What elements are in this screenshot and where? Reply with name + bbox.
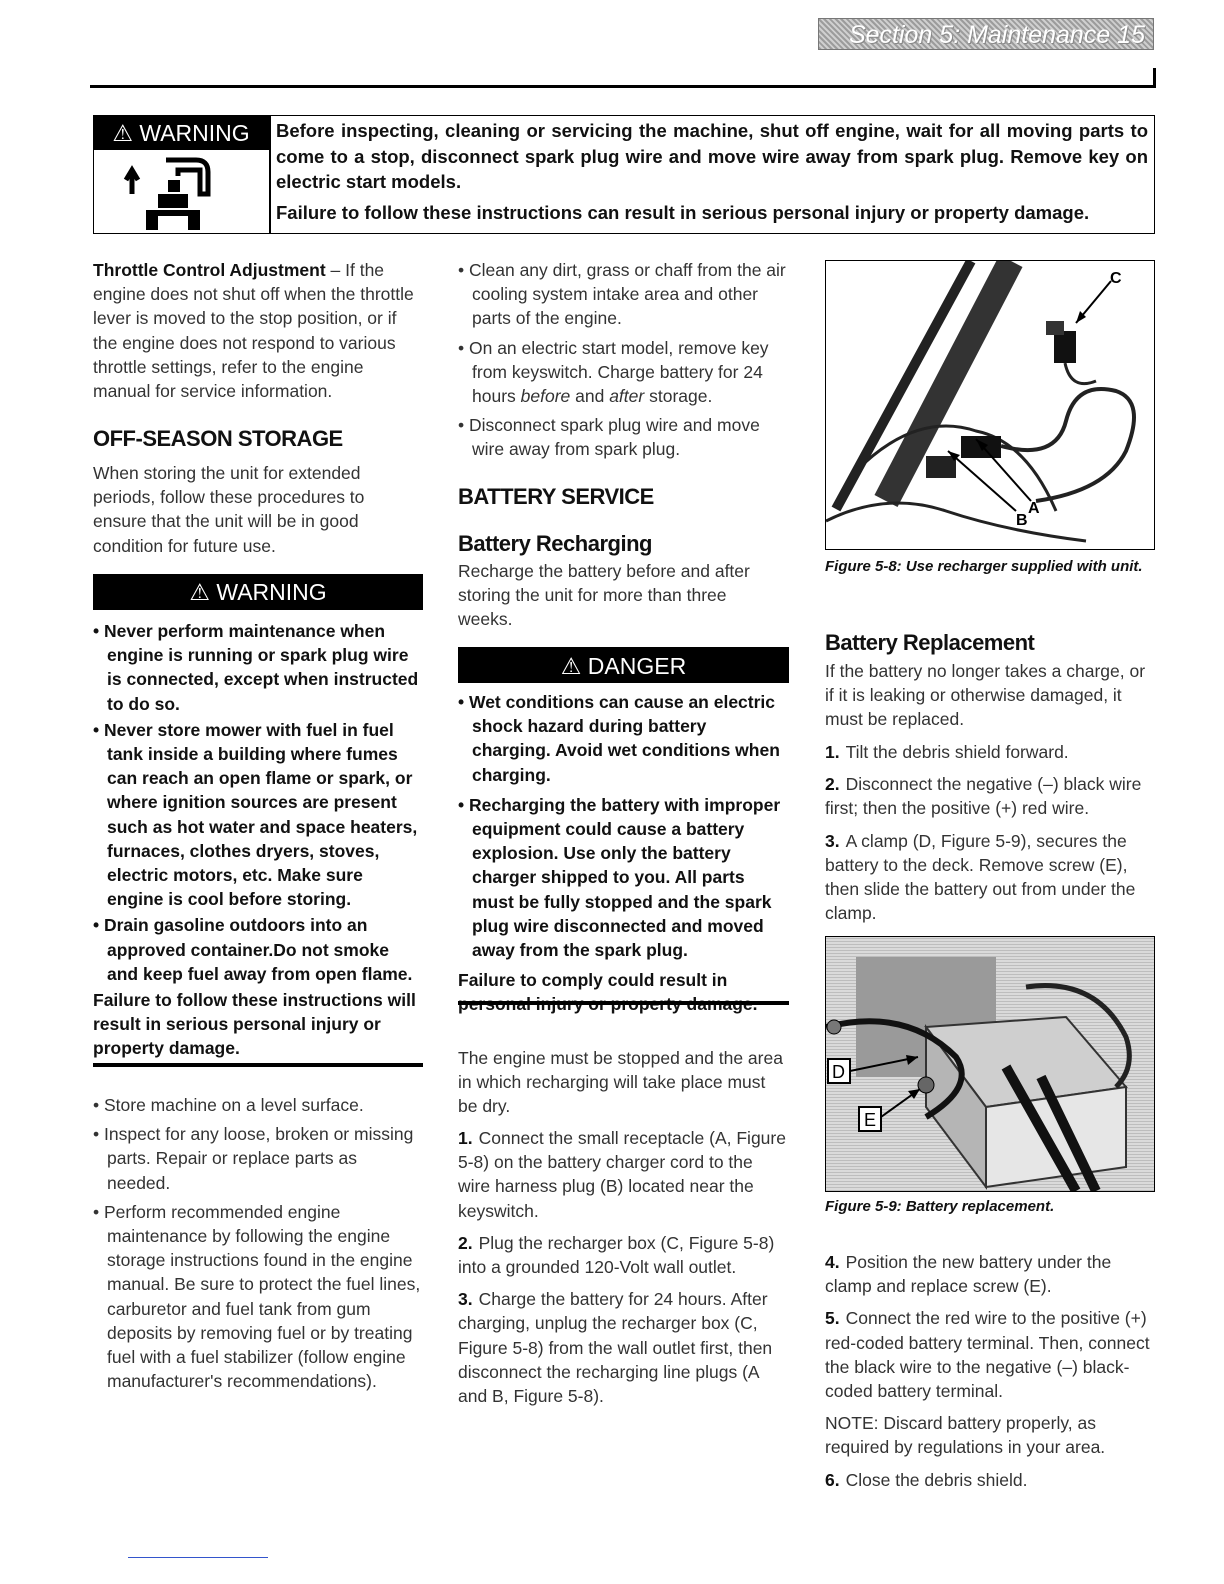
top-warning-text: Before inspecting, cleaning or servicing the machine, shut off engine, wait for all moving parts to come to a stop, disconnect spark plug wire and move wire away from spark plug. Remove key on electric start models. (276, 120, 1148, 192)
battery-replacement-heading: Battery Replacement (825, 630, 1035, 655)
header-rule-tick (1153, 68, 1156, 88)
keyswitch-bullet: • On an electric start model, remove key from keyswitch. Charge battery for 24 hours before and after storage. (458, 337, 769, 407)
storage-warning-item: • Never perform maintenance when engine is running or spark plug wire is connected, except when instructed to do so. (93, 621, 419, 714)
storage-bullets (93, 1093, 423, 1393)
storage-warning-item: • Drain gasoline outdoors into an approved container.Do not smoke and keep fuel away from open flame. (93, 915, 413, 984)
recharge-steps (458, 1126, 789, 1408)
danger-list (458, 690, 789, 1017)
figure-5-9 (825, 936, 1155, 1192)
figure-5-8 (825, 260, 1155, 550)
fig58-caption: Figure 5-8: Use recharger supplied with unit. (825, 558, 1143, 575)
replacement-text: If the battery no longer takes a charge, or if it is leaking or otherwise damaged, it must be replaced. (825, 661, 1146, 730)
top-warning-label: ⚠ WARNING (93, 116, 269, 150)
offseason-text: When storing the unit for extended periods, follow these procedures to ensure that the unit will be in good condition for future use. (93, 463, 365, 556)
battery-service-heading: BATTERY SERVICE (458, 484, 654, 509)
footer-link-line (128, 1557, 268, 1558)
top-warning-consequence: Failure to follow these instructions can result in serious personal injury or property damage. (276, 202, 1090, 223)
fig59-label-d: D (832, 1062, 845, 1082)
recharge-step: 3. Charge the battery for 24 hours. After charging, unplug the recharger box (C, Figure 5-8) from the wall outlet first, then disconnect the recharging line plugs (A and B, Figure 5-8). (458, 1289, 773, 1407)
recharge-step: 1. Connect the small receptacle (A, Figure 5-8) on the battery charger cord to the wire harness plug (B) located near the keyswitch. (458, 1128, 786, 1221)
throttle-heading: Throttle Control Adjustment (93, 260, 326, 280)
header-rule (90, 85, 1156, 88)
section-banner: Section 5: Maintenance 15 (818, 18, 1154, 50)
offseason-heading: OFF-SEASON STORAGE (93, 426, 343, 451)
danger-item: • Wet conditions can cause an electric shock hazard during battery charging. Avoid wet conditions when charging. (458, 692, 780, 785)
replacement-step: 3. A clamp (D, Figure 5-9), secures the battery to the deck. Remove screw (E), then slide the battery out from under the clamp. (825, 830, 1136, 924)
fig59-label-e: E (864, 1110, 877, 1130)
danger-rule (458, 1001, 789, 1005)
engine-clean-bullets (458, 258, 790, 462)
spark-plug-disconnect-icon (118, 154, 218, 230)
replacement-steps-a (825, 740, 1155, 925)
warning-triangle-icon: ⚠ (560, 653, 582, 679)
throttle-text: – If the engine does not shut off when the throttle lever is moved to the stop position, or if the engine does not respond to various throttle settings, refer to the engine manual for service information. (93, 260, 414, 402)
storage-warning-rule (93, 1063, 423, 1067)
danger-label: ⚠ DANGER (458, 647, 789, 683)
replacement-step: 4. Position the new battery under the clamp and replace screw (E). (825, 1252, 1112, 1297)
storage-bullet: • Perform recommended engine maintenance by following the engine storage instructions found in the engine manual. Be sure to protect the fuel lines, carburetor and fuel tank from gum deposits by removing fuel or by treating fuel with a fuel stabilizer (follow engine manufacturer's recommendations). (93, 1201, 421, 1392)
storage-bullet: • Inspect for any loose, broken or missing parts. Repair or replace parts as needed. (93, 1124, 414, 1193)
storage-bullet: • Store machine on a level surface. (93, 1095, 364, 1115)
engine-stopped-text: The engine must be stopped and the area in which recharging will take place must be dry. (458, 1048, 783, 1117)
warning-triangle-icon: ⚠ (189, 579, 210, 605)
replacement-step: 5. Connect the red wire to the positive (+) red-coded battery terminal. Then, connect the black wire to the negative (–) black-coded battery terminal. (825, 1308, 1150, 1402)
replacement-step: 2. Disconnect the negative (–) black wire first; then the positive (+) red wire. (825, 774, 1142, 819)
replacement-step: 1. Tilt the debris shield forward. (825, 742, 1069, 762)
battery-recharging-heading: Battery Recharging (458, 531, 652, 556)
fig58-label-c: C (1110, 270, 1122, 287)
recharge-step: 2. Plug the recharger box (C, Figure 5-8) into a grounded 120-Volt wall outlet. (458, 1232, 775, 1278)
danger-item: • Recharging the battery with improper equipment could cause a battery explosion. Use only the battery charger shipped to you. All parts must be fully stopped and the spark plug wire disconnected and moved away from the spark plug. (458, 794, 781, 961)
replacement-steps-b (825, 1250, 1155, 1492)
spark-plug-bullet: • Disconnect spark plug wire and move wire away from spark plug. (458, 415, 760, 460)
storage-warning-item: • Never store mower with fuel in fuel tank inside a building where fumes can reach an open flame or spark, or where ignition sources are present such as hot water and space heaters, furnaces, clothes dryers, stoves, electric motors, etc. Make sure engine is cool before storing. (93, 719, 418, 910)
replacement-step: 6. Close the debris shield. (825, 1469, 1028, 1490)
storage-warning-label: ⚠ WARNING (93, 574, 423, 610)
battery-charger-illustration (826, 261, 1154, 549)
fig58-label-a: A (1028, 500, 1040, 517)
clean-bullet: • Clean any dirt, grass or chaff from the air cooling system intake area and other parts of the engine. (458, 260, 786, 329)
fig58-label-b: B (1016, 512, 1028, 529)
storage-warning-list (93, 619, 423, 1061)
throttle-paragraph (93, 258, 423, 403)
replacement-note: NOTE: Discard battery properly, as required by regulations in your area. (825, 1413, 1106, 1458)
recharging-text: Recharge the battery before and after storing the unit for more than three weeks. (458, 561, 750, 630)
storage-warning-consequence: Failure to follow these instructions will result in serious personal injury or property damage. (93, 990, 416, 1059)
warning-triangle-icon: ⚠ (112, 120, 133, 146)
battery-replacement-illustration (826, 937, 1154, 1191)
danger-consequence: Failure to comply could result in (458, 970, 728, 991)
fig59-caption: Figure 5-9: Battery replacement. (825, 1198, 1055, 1215)
